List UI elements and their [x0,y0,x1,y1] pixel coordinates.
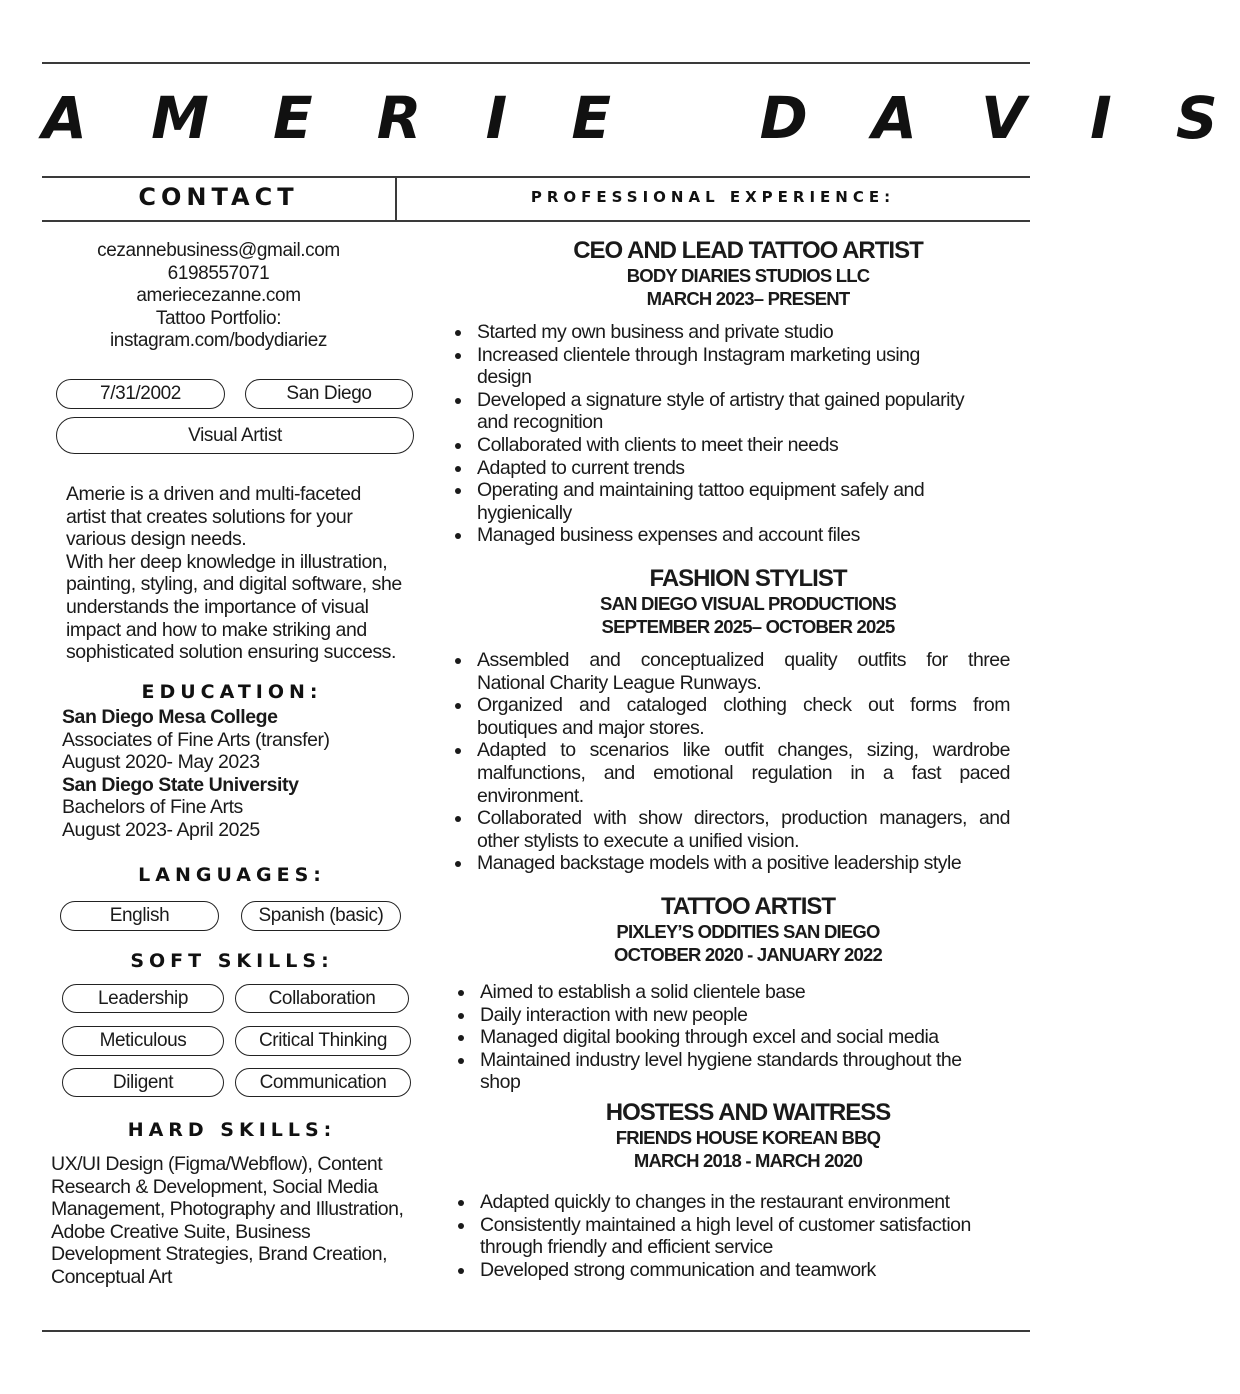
about-line: Amerie is a driven and multi-faceted [66,483,361,505]
bullet-item [457,1214,1013,1259]
bullet-item [457,1004,1013,1027]
bullet-line: Adapted to current trends [477,456,685,479]
bullet-item [454,694,1010,739]
soft-skills-heading: SOFT SKILLS: [130,950,334,972]
bullet-item [454,321,1010,344]
bullet-line: Managed backstage models with a positive leadership style [477,852,962,875]
bullet-item [454,434,1010,457]
bullet-item [454,457,1010,480]
bullet-line: National Charity League Runways. [477,671,762,694]
bullet-line: and recognition [477,411,603,434]
bullet-line: Assembled and conceptualized quality outfits for three [477,649,1010,671]
school-degree: Associates of Fine Arts (transfer) [62,728,330,751]
soft-skill-pill: Critical Thinking [235,1026,411,1056]
job-header [448,892,1048,966]
about-line: With her deep knowledge in illustration, [66,550,388,573]
portfolio-link[interactable]: instagram.com/bodydiariez [109,330,328,352]
soft-skill-pill: Diligent [62,1068,224,1097]
hard-skills-text [51,1153,431,1289]
job-bullets [454,321,1010,547]
bullet-line: Aimed to establish a solid clientele base [480,981,806,1003]
hard-skills-line: Adobe Creative Suite, Business [51,1220,311,1243]
job-company: PIXLEY’S ODDITIES SAN DIEGO [616,921,880,942]
bullet-item [454,739,1010,807]
bullet-line: Maintained industry level hygiene standards throughout the [480,1048,962,1071]
about-line: sophisticated solution ensuring success. [66,641,396,664]
about-summary [66,483,426,664]
role-pill: Visual Artist [56,417,414,454]
hard-skills-line: Conceptual Art [51,1265,172,1288]
bullet-item [454,524,1010,547]
bullet-line: boutiques and major stores. [477,716,705,739]
job-title: FASHION STYLIST [649,565,847,592]
bullet-line: Daily interaction with new people [480,1003,748,1026]
bullet-line: Managed digital booking through excel and social media [480,1026,939,1049]
job-company: SAN DIEGO VISUAL PRODUCTIONS [600,593,896,614]
about-line: impact and how to make striking and [66,618,367,641]
phone-number: 6198557071 [167,262,270,284]
bullet-item [454,479,1010,524]
job-title: HOSTESS AND WAITRESS [605,1099,891,1126]
contact-details [42,240,395,353]
bullet-line: design [477,366,532,389]
job-title: CEO AND LEAD TATTOO ARTIST [573,237,923,264]
hard-skills-line: Management, Photography and Illustration, [51,1198,404,1221]
portfolio-label: Tattoo Portfolio: [155,307,282,329]
header-rule-bottom [42,220,1030,222]
bullet-item [457,1191,1013,1214]
about-line: understands the importance of visual [66,595,369,618]
hard-skills-line: Development Strategies, Brand Creation, [51,1243,388,1266]
hard-skills-line: Research & Development, Social Media [51,1175,378,1198]
bullet-line: malfunctions, and emotional regulation in a fast paced [477,761,1010,784]
languages-heading: LANGUAGES: [138,864,326,886]
bullet-line: Consistently maintained a high level of customer satisfaction [480,1213,971,1236]
contact-heading: CONTACT [138,183,299,211]
school-dates: August 2023- April 2025 [62,818,260,841]
school-name: San Diego State University [62,773,299,796]
job-dates: SEPTEMBER 2025– OCTOBER 2025 [601,615,895,637]
about-line: artist that creates solutions for your [66,505,353,528]
job-bullets [457,981,1013,1094]
location-pill: San Diego [245,379,413,409]
school-name: San Diego Mesa College [62,706,278,728]
bullet-item [457,1026,1013,1049]
bullet-line: shop [480,1071,521,1094]
hard-skills-heading: HARD SKILLS: [127,1119,337,1141]
about-line: various design needs. [66,528,247,551]
experience-heading: PROFESSIONAL EXPERIENCE: [530,188,896,206]
bullet-line: Increased clientele through Instagram marketing using [477,343,920,366]
bullet-line: Adapted to scenarios like outfit changes, sizing, wardrobe [477,739,1010,762]
bullet-line: Developed a signature style of artistry that gained popularity [477,388,965,411]
bullet-item [454,389,1010,434]
bullet-item [454,852,1010,875]
candidate-name: A M E R I E D A V I S [42,84,1240,152]
bullet-line: Started my own business and private studio [477,321,834,343]
bullet-item [457,1049,1013,1094]
soft-skill-pill: Meticulous [62,1026,224,1056]
job-company: FRIENDS HOUSE KOREAN BBQ [615,1127,881,1148]
website-link[interactable]: ameriecezanne.com [136,285,301,307]
education-list [62,706,412,842]
bullet-item [457,981,1013,1004]
soft-skill-pill: Collaboration [235,984,409,1013]
bullet-line: through friendly and efficient service [480,1236,773,1259]
bullet-line: Collaborated with show directors, production managers, and [477,807,1010,830]
top-rule [42,62,1030,64]
bullet-line: Operating and maintaining tattoo equipment safely and [477,479,925,502]
bullet-line: hygienically [477,501,572,524]
job-title: TATTOO ARTIST [660,893,836,920]
header-rule-top [42,176,1030,178]
bullet-line: environment. [477,784,584,807]
soft-skill-pill: Communication [235,1068,411,1097]
hard-skills-line: UX/UI Design (Figma/Webflow), Content [51,1153,383,1175]
job-bullets [457,1191,1013,1281]
job-header [448,1098,1048,1172]
job-dates: MARCH 2023– PRESENT [646,287,850,309]
job-header [448,564,1048,638]
bullet-line: Adapted quickly to changes in the restaurant environment [480,1191,950,1213]
language-pill: Spanish (basic) [241,901,401,931]
bullet-item [457,1259,1013,1282]
about-line: painting, styling, and digital software, she [66,573,402,596]
bullet-line: Developed strong communication and teamwork [480,1258,876,1281]
bullet-line: Organized and cataloged clothing check out forms from [477,694,1010,717]
soft-skill-pill: Leadership [62,984,224,1013]
bullet-line: Managed business expenses and account files [477,524,860,547]
bullet-item [454,344,1010,389]
bullet-line: Collaborated with clients to meet their needs [477,433,839,456]
job-company: BODY DIARIES STUDIOS LLC [626,265,870,286]
school-degree: Bachelors of Fine Arts [62,796,243,819]
job-bullets [454,649,1010,875]
language-pill: English [60,901,219,931]
job-dates: MARCH 2018 - MARCH 2020 [633,1149,863,1171]
job-header [448,236,1048,310]
school-dates: August 2020- May 2023 [62,751,260,774]
education-heading: EDUCATION: [141,681,323,703]
email-link[interactable]: cezannebusiness@gmail.com [97,240,340,261]
bullet-item [454,649,1010,694]
job-dates: OCTOBER 2020 - JANUARY 2022 [613,943,882,965]
bullet-item [454,807,1010,852]
bullet-line: other stylists to execute a unified vision. [477,829,800,852]
birthdate-pill: 7/31/2002 [56,379,225,409]
bottom-rule [42,1330,1030,1332]
